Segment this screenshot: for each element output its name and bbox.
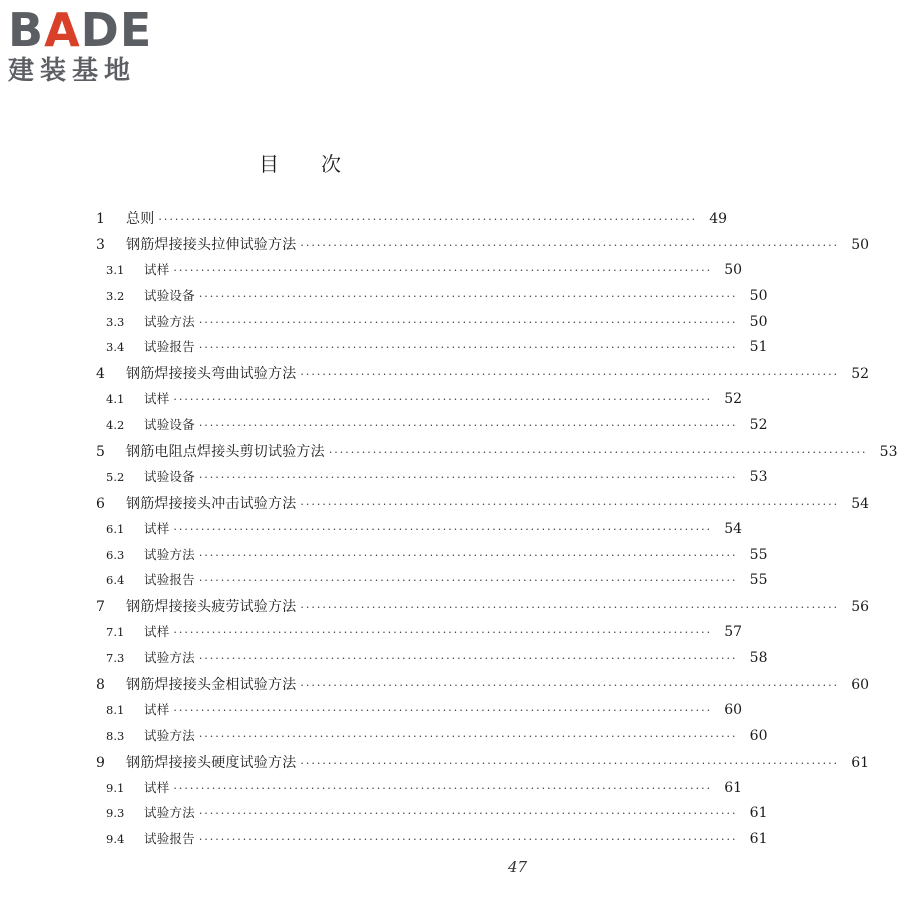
toc-dot-leader: ·································································································· — [300, 756, 840, 770]
toc-entry-label: 总则 — [126, 211, 155, 227]
toc-entry-label: 试样 — [144, 779, 170, 795]
toc-entry-label: 钢筋焊接接头弯曲试验方法 — [126, 366, 297, 383]
toc-entry-label: 试样 — [144, 391, 170, 407]
toc-entry-page: 50 — [851, 236, 870, 253]
toc-entry-6-3[interactable] — [92, 545, 768, 571]
toc-entry-label: 试验报告 — [144, 572, 195, 588]
toc-entry-6-4[interactable] — [92, 570, 768, 596]
toc-entry-label: 试样 — [144, 520, 170, 536]
toc-entry-number: 9.1 — [106, 780, 125, 795]
toc-entry-page: 60 — [749, 727, 768, 744]
toc-entry-page: 49 — [709, 211, 728, 227]
toc-entry-label: 钢筋焊接接头疲劳试验方法 — [126, 599, 297, 616]
toc-entry-label: 试验方法 — [144, 546, 195, 562]
toc-entry-number: 9.4 — [106, 832, 125, 847]
toc-entry-7-3[interactable] — [92, 648, 768, 674]
toc-dot-leader: ·································································································· — [173, 781, 713, 795]
toc-entry-page: 58 — [749, 650, 768, 667]
toc-entry-page: 61 — [724, 779, 743, 796]
toc-entry-number: 6.3 — [106, 547, 125, 562]
toc-entry-page: 57 — [724, 624, 743, 641]
toc-entry-page: 61 — [749, 831, 768, 848]
toc-entry-number: 3.1 — [106, 262, 125, 277]
toc-entry-page: 50 — [749, 287, 768, 304]
toc-entry-5-2[interactable] — [92, 467, 768, 493]
toc-dot-leader: ·································································································· — [198, 729, 738, 743]
toc-dot-leader: ·································································································· — [198, 652, 738, 666]
toc-entry-label: 试验设备 — [144, 417, 195, 433]
toc-entry-1[interactable] — [92, 208, 728, 234]
toc-dot-leader: ·································································································· — [173, 522, 713, 536]
toc-entry-3-4[interactable] — [92, 337, 768, 363]
toc-entry-number: 6.4 — [106, 573, 125, 588]
toc-dot-leader: ·································································································· — [300, 497, 840, 511]
toc-entry-number: 4.2 — [106, 418, 125, 433]
toc-entry-8-3[interactable] — [92, 726, 768, 752]
brand-accent-letter: A — [44, 3, 81, 57]
toc-entry-number: 6.1 — [106, 521, 125, 536]
toc-dot-leader: ·································································································· — [198, 833, 738, 847]
toc-entry-page: 52 — [851, 366, 870, 383]
toc-entry-label: 试验方法 — [144, 650, 195, 666]
toc-entry-page: 61 — [749, 805, 768, 822]
toc-dot-leader: ·································································································· — [198, 289, 738, 303]
toc-entry-page: 61 — [851, 754, 870, 771]
toc-entry-number: 8.1 — [106, 702, 125, 717]
toc-entry-label: 钢筋焊接接头冲击试验方法 — [126, 495, 297, 512]
toc-entry-number: 6 — [96, 495, 105, 512]
toc-entry-3-2[interactable] — [92, 286, 768, 312]
toc-entry-page: 54 — [851, 495, 870, 512]
toc-entry-number: 3.2 — [106, 288, 125, 303]
toc-entry-label: 试验设备 — [144, 468, 195, 484]
table-of-contents — [92, 208, 897, 855]
toc-entry-3-3[interactable] — [92, 312, 768, 338]
toc-entry-label: 试验报告 — [144, 339, 195, 355]
toc-entry-page: 60 — [724, 701, 743, 718]
toc-entry-label: 试验报告 — [144, 831, 195, 847]
toc-entry-number: 9.3 — [106, 806, 125, 821]
toc-entry-4[interactable] — [92, 363, 870, 389]
toc-entry-page: 60 — [851, 677, 870, 694]
toc-entry-number: 8.3 — [106, 728, 125, 743]
toc-entry-page: 53 — [749, 468, 768, 485]
toc-entry-4-2[interactable] — [92, 415, 768, 441]
toc-entry-number: 1 — [96, 211, 105, 227]
toc-entry-page: 56 — [851, 599, 870, 616]
toc-entry-number: 5 — [96, 444, 105, 461]
toc-entry-number: 7 — [96, 599, 105, 616]
toc-entry-page: 52 — [724, 391, 743, 408]
toc-entry-page: 50 — [724, 261, 743, 278]
brand-wordmark: BADE — [8, 3, 153, 57]
toc-entry-number: 7.3 — [106, 651, 125, 666]
toc-entry-page: 51 — [749, 339, 768, 356]
toc-entry-page: 53 — [879, 444, 897, 461]
toc-dot-leader: ·································································································· — [198, 574, 738, 588]
toc-entry-number: 4.1 — [106, 392, 125, 407]
toc-entry-5[interactable] — [92, 441, 897, 467]
toc-entry-7-1[interactable] — [92, 622, 743, 648]
toc-entry-8[interactable] — [92, 674, 870, 700]
toc-entry-6-1[interactable] — [92, 519, 743, 545]
toc-entry-number: 3.4 — [106, 340, 125, 355]
toc-entry-number: 3 — [96, 236, 105, 253]
toc-dot-leader: ·································································································· — [300, 601, 840, 615]
toc-dot-leader: ·································································································· — [198, 419, 738, 433]
brand-logo — [8, 3, 178, 86]
toc-entry-label: 钢筋焊接接头拉伸试验方法 — [126, 236, 297, 253]
toc-entry-page: 50 — [749, 313, 768, 330]
toc-entry-number: 9 — [96, 754, 105, 771]
toc-entry-3[interactable] — [92, 234, 870, 260]
toc-entry-number: 7.1 — [106, 625, 125, 640]
toc-entry-label: 试样 — [144, 701, 170, 717]
toc-entry-label: 试验方法 — [144, 313, 195, 329]
toc-entry-page: 52 — [749, 417, 768, 434]
toc-entry-page: 55 — [749, 572, 768, 589]
toc-entry-label: 钢筋电阻点焊接头剪切试验方法 — [126, 444, 325, 461]
toc-dot-leader: ·································································································· — [158, 213, 698, 226]
toc-entry-label: 试验方法 — [144, 727, 195, 743]
toc-dot-leader: ·································································································· — [173, 263, 713, 277]
toc-entry-9-1[interactable] — [92, 778, 743, 804]
toc-dot-leader: ·································································································· — [198, 807, 738, 821]
toc-entry-6[interactable] — [92, 493, 870, 519]
toc-dot-leader: ·································································································· — [300, 368, 840, 382]
toc-title: 目次 — [259, 152, 383, 176]
toc-entry-page: 55 — [749, 546, 768, 563]
toc-entry-9-4[interactable] — [92, 829, 768, 855]
toc-entry-number: 3.3 — [106, 314, 125, 329]
toc-entry-4-1[interactable] — [92, 389, 743, 415]
toc-entry-label: 钢筋焊接接头金相试验方法 — [126, 677, 297, 694]
toc-entry-8-1[interactable] — [92, 700, 743, 726]
toc-entry-label: 试样 — [144, 624, 170, 640]
toc-entry-label: 钢筋焊接接头硬度试验方法 — [126, 754, 297, 771]
toc-dot-leader: ·································································································· — [300, 679, 840, 693]
toc-entry-number: 4 — [96, 366, 105, 383]
brand-subtitle: 建装基地 — [8, 56, 137, 86]
toc-entry-label: 试样 — [144, 261, 170, 277]
toc-dot-leader: ·································································································· — [300, 238, 840, 252]
toc-entry-number: 8 — [96, 677, 105, 694]
toc-dot-leader: ·································································································· — [328, 446, 868, 460]
toc-entry-label: 试验方法 — [144, 805, 195, 821]
toc-dot-leader: ·································································································· — [173, 626, 713, 640]
toc-entry-page: 54 — [724, 520, 743, 537]
toc-dot-leader: ·································································································· — [198, 548, 738, 562]
toc-dot-leader: ·································································································· — [173, 393, 713, 407]
toc-entry-9[interactable] — [92, 752, 870, 778]
toc-entry-3-1[interactable] — [92, 260, 743, 286]
toc-entry-number: 5.2 — [106, 469, 125, 484]
toc-dot-leader: ·································································································· — [198, 341, 738, 355]
toc-entry-9-3[interactable] — [92, 803, 768, 829]
toc-dot-leader: ·································································································· — [198, 315, 738, 329]
toc-entry-label: 试验设备 — [144, 287, 195, 303]
toc-dot-leader: ·································································································· — [173, 703, 713, 717]
page-number: 47 — [508, 858, 528, 876]
toc-entry-7[interactable] — [92, 596, 870, 622]
toc-dot-leader: ·································································································· — [198, 470, 738, 484]
